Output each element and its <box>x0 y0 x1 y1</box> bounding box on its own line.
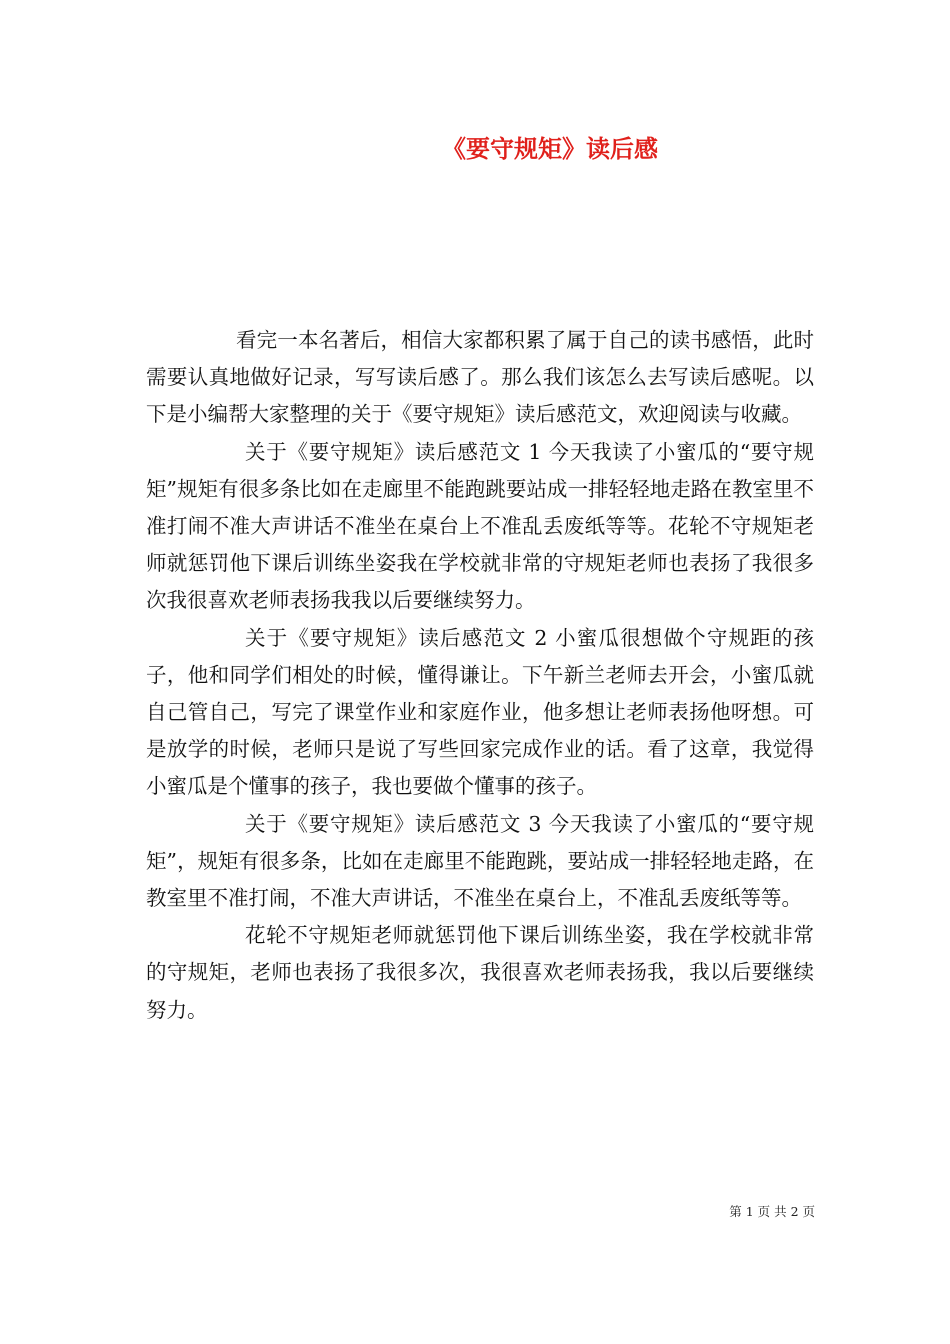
paragraph-essay-2: 关于《要守规矩》读后感范文 2 小蜜瓜很想做个守规距的孩子，他和同学们相处的时候，懂得谦让。下午新兰老师去开会，小蜜瓜就自己管自己，写完了课堂作业和家庭作业，他多想让老师表扬他呀想。可是放学的时候，老师只是说了写些回家完成作业的话。看了这章，我觉得小蜜瓜是个懂事的孩子，我也要做个懂事的孩子。 <box>146 625 814 799</box>
document-title: 《要守规矩》读后感 <box>442 134 658 163</box>
paragraph-intro: 看完一本名著后，相信大家都积累了属于自己的读书感悟，此时需要认真地做好记录，写写读后感了。那么我们该怎么去写读后感呢。以下是小编帮大家整理的关于《要守规矩》读后感范文，欢迎阅读与收藏。 <box>146 328 814 427</box>
page-number-footer: 第 1 页 共 2 页 <box>729 1204 815 1219</box>
document-body <box>146 322 814 1029</box>
paragraph-essay-3-continued: 花轮不守规矩老师就惩罚他下课后训练坐姿，我在学校就非常的守规矩，老师也表扬了我很多次，我很喜欢老师表扬我，我以后要继续努力。 <box>146 923 814 1022</box>
paragraph-essay-1: 关于《要守规矩》读后感范文 1 今天我读了小蜜瓜的“要守规矩”规矩有很多条比如在走廊里不能跑跳要站成一排轻轻地走路在教室里不准打闹不准大声讲话不准坐在桌台上不准乱丢废纸等等。花轮不守规矩老师就惩罚他下课后训练坐姿我在学校就非常的守规矩老师也表扬了我很多次我很喜欢老师表扬我我以后要继续努力。 <box>146 439 814 613</box>
paragraph-essay-3: 关于《要守规矩》读后感范文 3 今天我读了小蜜瓜的“要守规矩”，规矩有很多条，比如在走廊里不能跑跳，要站成一排轻轻地走路，在教室里不准打闹，不准大声讲话，不准坐在桌台上，不准乱丢废纸等等。 <box>146 811 814 911</box>
